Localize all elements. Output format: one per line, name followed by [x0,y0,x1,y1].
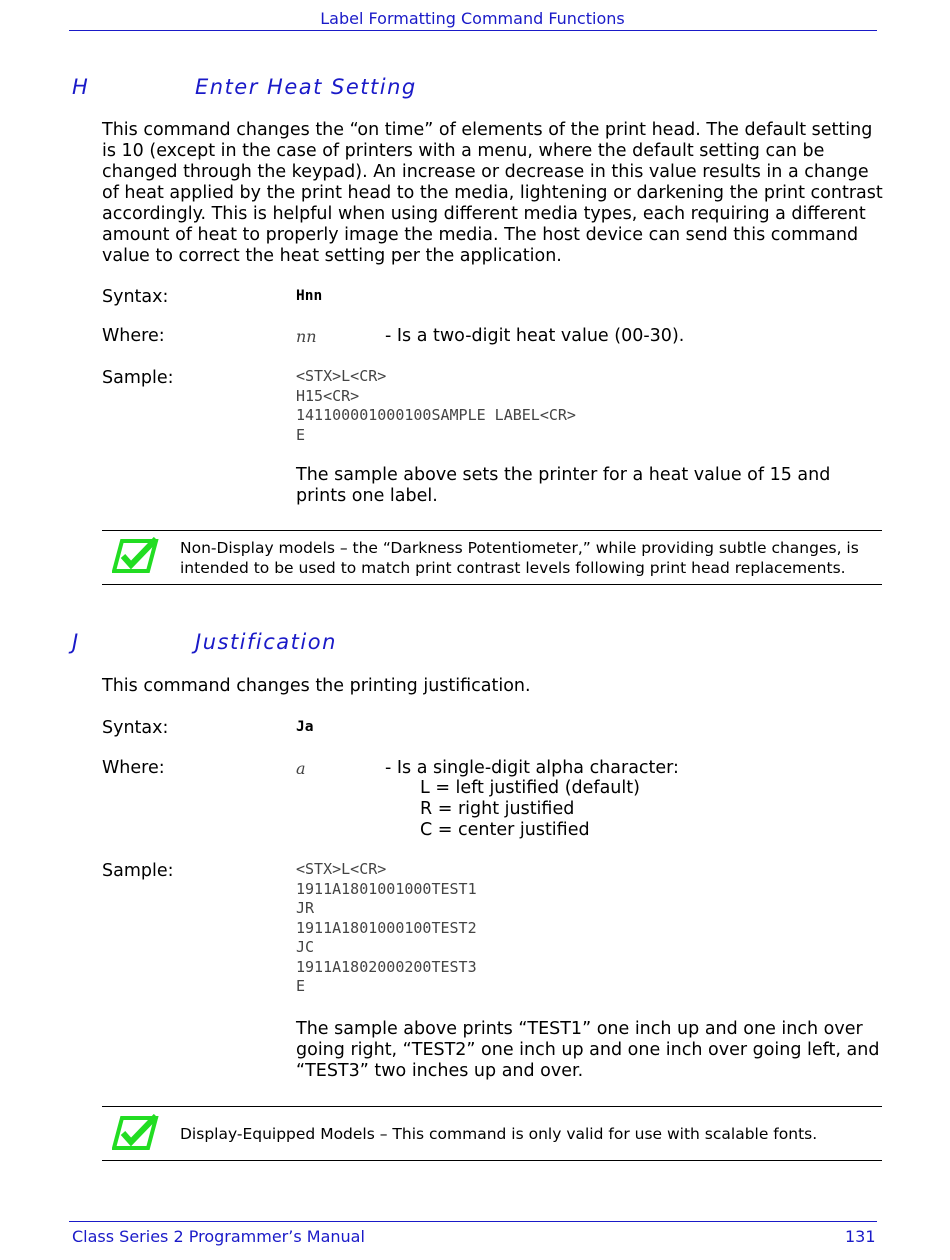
section-j-syntax: Ja [296,719,314,735]
note-line: intended to be used to match print contrast levels following print head replacements. [180,558,846,577]
sample-note-line: The sample above prints “TEST1” one inch up and one inch over [296,1019,863,1039]
footer-manual-title: Class Series 2 Programmer’s Manual [72,1227,365,1246]
section-j-letter: J [72,630,79,654]
section-j-title: Justification [195,630,337,654]
section-h-sample-note [296,465,830,507]
sample-note-line: “TEST3” two inches up and over. [296,1061,584,1081]
code-line: 1911A1801000100TEST2 [296,918,477,937]
section-h-body [102,120,902,267]
body-line: of heat applied by the print head to the media, lightening or darkening the print contrast [102,183,883,203]
section-j-note: Display-Equipped Models – This command is only valid for use with scalable fonts. [180,1125,818,1143]
code-line: H15<CR> [296,386,360,405]
footer-page-number: 131 [845,1227,876,1246]
section-h-sample-label: Sample: [102,368,174,388]
section-j-body: This command changes the printing justification. [102,676,531,696]
page-header-title: Label Formatting Command Functions [320,9,625,28]
section-j-sample-code [296,860,477,997]
code-line: JR [296,899,315,917]
section-h-title: Enter Heat Setting [195,75,417,99]
note-top-rule [102,1106,882,1107]
section-h-syntax: Hnn [296,288,323,304]
note-bottom-rule [102,1160,882,1161]
code-line: 1911A1801001000TEST1 [296,879,477,898]
section-j-where-label: Where: [102,758,165,778]
code-line: E [296,425,306,444]
section-h-note [180,539,880,578]
code-line: E [296,977,306,995]
body-line: value to correct the heat setting per the application. [102,246,562,266]
header-rule [69,30,877,31]
option-line: C = center justified [420,820,590,840]
code-line: <STX>L<CR> [296,860,387,878]
section-j-where-options [420,778,640,841]
section-h-syntax-label: Syntax: [102,287,169,307]
section-j-sample-note [296,1019,879,1082]
section-j-syntax-label: Syntax: [102,718,169,738]
checkmark-note-icon [112,1114,160,1152]
note-bottom-rule [102,584,882,585]
section-j-sample-label: Sample: [102,861,174,881]
section-h-where-param: nn [296,327,317,346]
section-h-where-label: Where: [102,326,165,346]
code-line: <STX>L<CR> [296,367,387,385]
section-h-where-desc: - Is a two-digit heat value (00-30). [385,326,685,346]
body-line: amount of heat to properly image the media. The host device can send this command [102,225,859,245]
checkmark-note-icon [112,537,160,575]
section-h-letter: H [72,75,88,99]
sample-note-line: The sample above sets the printer for a heat value of 15 and [296,465,831,485]
note-line: Non-Display models – the “Darkness Potentiometer,” while providing subtle changes, is [180,539,859,557]
option-line: L = left justified (default) [420,778,640,798]
sample-note-line: going right, “TEST2” one inch up and one inch over going left, and [296,1040,880,1060]
section-h-sample-code [296,367,576,445]
footer-rule [69,1221,877,1222]
option-line: R = right justified [420,799,575,819]
body-line: accordingly. This is helpful when using different media types, each requiring a different [102,204,866,224]
code-line: JC [296,938,315,956]
sample-note-line: prints one label. [296,486,438,506]
note-top-rule [102,530,882,531]
section-j-where-desc: - Is a single-digit alpha character: [385,758,679,778]
section-j-where-param: a [296,759,306,778]
body-line: This command changes the “on time” of elements of the print head. The default setting [102,120,873,140]
code-line: 1911A1802000200TEST3 [296,957,477,976]
code-line: 141100001000100SAMPLE LABEL<CR> [296,406,576,424]
body-line: is 10 (except in the case of printers with a menu, where the default setting can be [102,141,825,161]
body-line: changed through the keypad). An increase or decrease in this value results in a change [102,162,869,182]
